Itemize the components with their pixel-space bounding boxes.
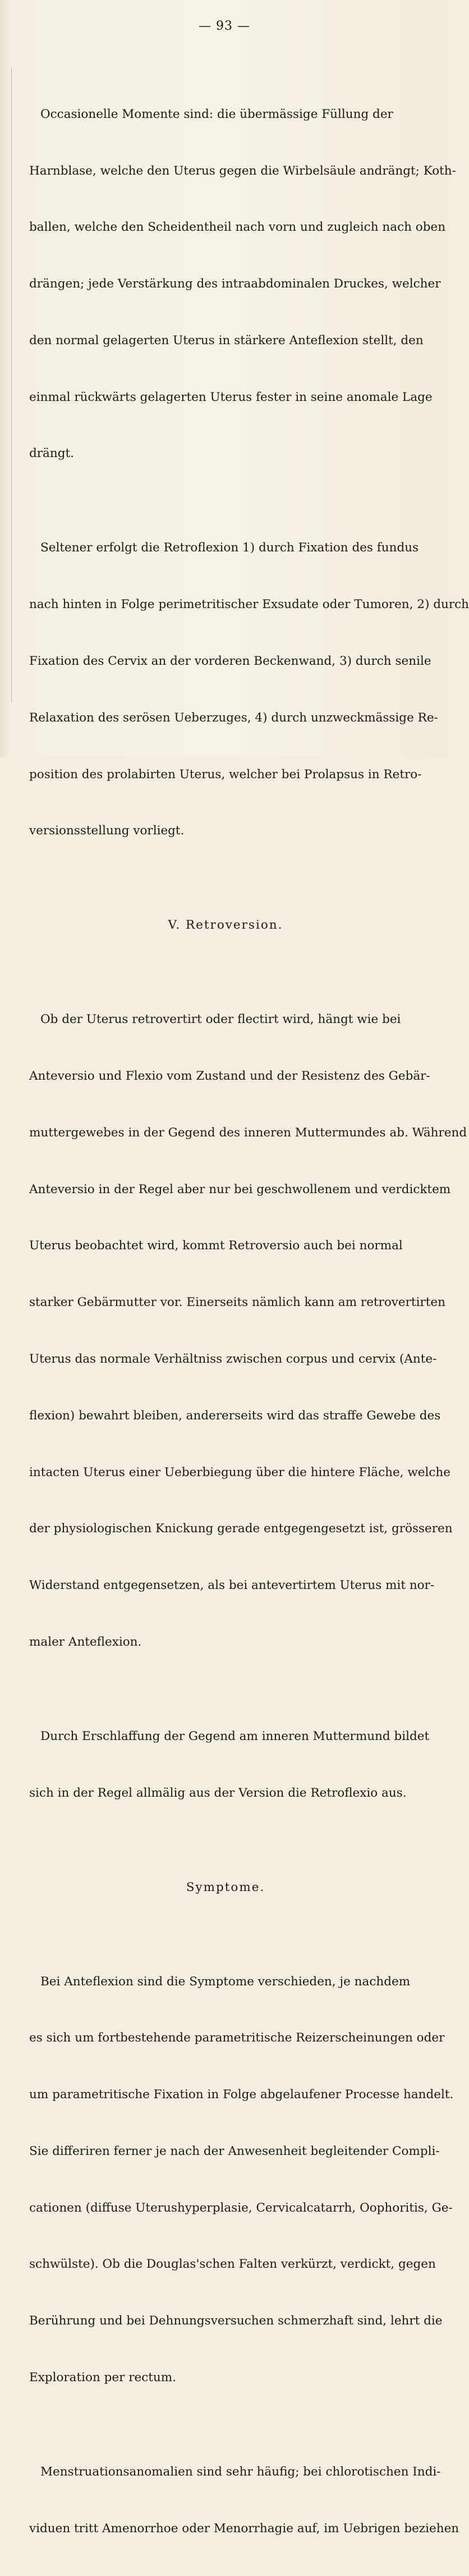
text-line: viduen tritt Amenorrhoe oder Menorrhagie auf, im Uebrigen beziehen [29, 2521, 459, 2536]
text-line: Berührung und bei Dehnungsversuchen schmerzhaft sind, lehrt die [29, 2314, 443, 2328]
text-line: ballen, welche den Scheidentheil nach vorn und zugleich nach oben [29, 220, 446, 235]
text-line: position des prolabirten Uterus, welcher bei Prolapsus in Retro- [29, 767, 422, 782]
text-line: Uterus beobachtet wird, kommt Retroversio auch bei normal [29, 1239, 403, 1253]
text-line: maler Anteflexion. [29, 1634, 142, 1649]
text-line: cationen (diffuse Uterushyperplasie, Cervicalcatarrh, Oophoritis, Ge- [29, 2200, 453, 2215]
text-line: Anteversio in der Regel aber nur bei geschwollenem und verdicktem [29, 1182, 451, 1196]
text-line: Sie differiren ferner je nach der Anwesenheit begleitender Compli- [29, 2144, 440, 2158]
text-line: Seltener erfolgt die Retroflexion 1) durch Fixation des fundus [40, 541, 419, 555]
text-line: drängen; jede Verstärkung des intraabdominalen Druckes, welcher [29, 277, 441, 291]
text-line: es sich um fortbestehende parametritische Reizerscheinungen oder [29, 2031, 445, 2045]
text-line: Ob der Uterus retrovertirt oder flectirt wird, hängt wie bei [40, 1012, 401, 1027]
text-line: sich in der Regel allmälig aus der Version die Retroflexio aus. [29, 1785, 407, 1800]
text-line: Widerstand entgegensetzen, als bei antevertirtem Uterus mit nor- [29, 1578, 435, 1593]
section-heading-retroversion: V. Retroversion. [168, 918, 283, 933]
text-line: Harnblase, welche den Uterus gegen die Wirbelsäule andrängt; Koth- [29, 163, 456, 178]
text-line: nach hinten in Folge perimetritischer Exsudate oder Tumoren, 2) durch [29, 597, 469, 612]
text-line: um parametritische Fixation in Folge abgelaufener Processe handelt. [29, 2088, 454, 2102]
page-number: — 93 — [199, 19, 250, 33]
text-line: Menstruationsanomalien sind sehr häufig; bei chlorotischen Indi- [40, 2465, 441, 2479]
text-line: Uterus das normale Verhältniss zwischen corpus und cervix (Ante- [29, 1351, 437, 1366]
text-line: Bei Anteflexion sind die Symptome verschieden, je nachdem [40, 1974, 411, 1989]
text-line: der physiologischen Knickung gerade entgegengesetzt ist, grösseren [29, 1522, 453, 1536]
text-line: Durch Erschlaffung der Gegend am inneren Muttermund bildet [40, 1729, 430, 1743]
text-line: muttergewebes in der Gegend des inneren Muttermundes ab. Während [29, 1125, 467, 1140]
page-edge-shadow [11, 67, 12, 702]
text-line: den normal gelagerten Uterus in stärkere Anteflexion stellt, den [29, 333, 424, 348]
text-line: intacten Uterus einer Ueberbiegung über die hintere Fläche, welche [29, 1465, 450, 1479]
text-line: einmal rückwärts gelagerten Uterus fester in seine anomale Lage [29, 390, 433, 404]
text-line: versionsstellung vorliegt. [29, 824, 185, 838]
text-line: flexion) bewahrt bleiben, andererseits wird das straffe Gewebe des [29, 1408, 441, 1423]
text-line: Relaxation des serösen Ueberzuges, 4) durch unzweckmässige Re- [29, 710, 438, 725]
text-line: starker Gebärmutter vor. Einerseits nämlich kann am retrovertirten [29, 1295, 445, 1310]
text-line: drängt. [29, 446, 74, 461]
section-heading-symptome: Symptome. [186, 1880, 265, 1894]
text-line: Fixation des Cervix an der vorderen Beckenwand, 3) durch senile [29, 654, 431, 668]
text-line: Occasionelle Momente sind: die übermässige Füllung der [40, 107, 393, 121]
text-line: Anteversio und Flexio vom Zustand und der Resistenz des Gebär- [29, 1069, 430, 1084]
text-line: schwülste). Ob die Douglas'schen Falten verkürzt, verdickt, gegen [29, 2257, 436, 2272]
body-text [29, 48, 469, 2576]
text-line: Exploration per rectum. [29, 2371, 176, 2385]
